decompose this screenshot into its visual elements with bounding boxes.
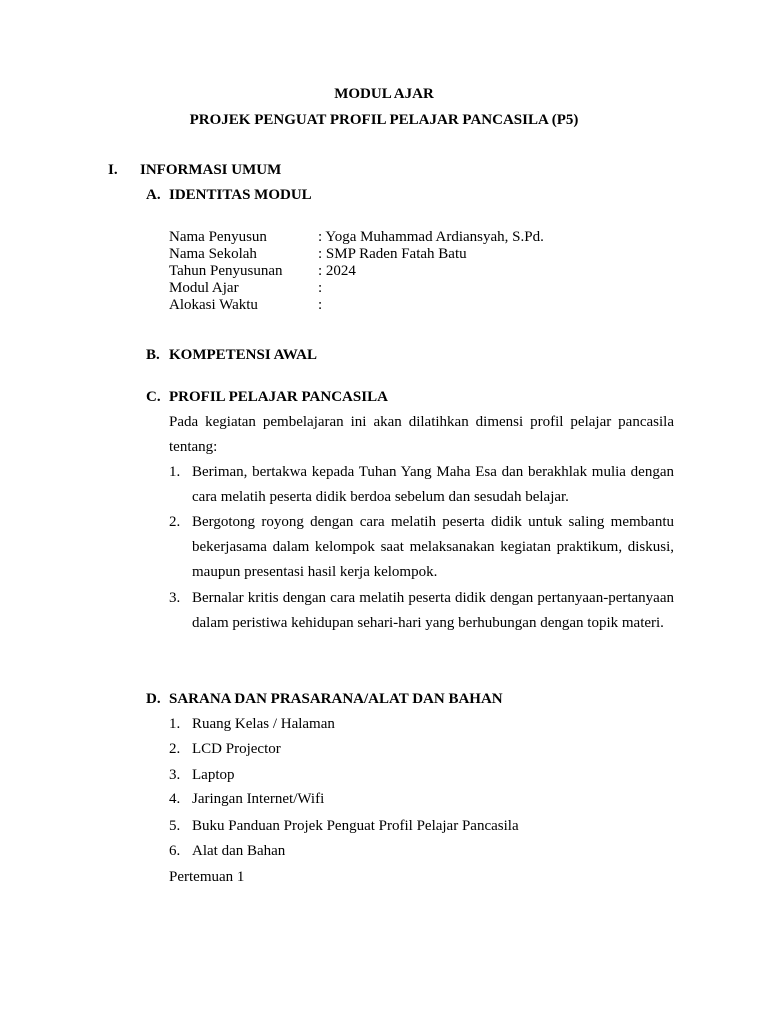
subsection-title-d: SARANA DAN PRASARANA/ALAT DAN BAHAN: [169, 691, 503, 707]
document-subtitle: PROJEK PENGUAT PROFIL PELAJAR PANCASILA (P5): [189, 112, 579, 128]
subsection-title-a: IDENTITAS MODUL: [169, 187, 312, 203]
profile-item: [169, 460, 674, 510]
list-text: Ruang Kelas / Halaman: [192, 716, 335, 732]
list-text: Buku Panduan Projek Penguat Profil Pelajar Pancasila: [192, 818, 519, 834]
list-number: 3.: [169, 767, 181, 783]
subsection-label-a: A.: [146, 187, 161, 203]
subsection-label-d: D.: [146, 691, 161, 707]
identity-key: Modul Ajar: [169, 280, 239, 296]
list-number: 5.: [169, 818, 181, 834]
subsection-title-b: KOMPETENSI AWAL: [169, 347, 317, 363]
profile-item: [169, 510, 674, 585]
list-text: Alat dan Bahan: [192, 843, 286, 859]
list-text: Bergotong royong dengan cara melatih peserta didik untuk saling membantu bekerjasama dalam kelompok saat melaksanakan kegiatan praktikum, diskusi, maupun presentasi hasil kerja kelompok.: [192, 514, 674, 580]
list-number: 1.: [169, 464, 181, 480]
identity-value: : Yoga Muhammad Ardiansyah, S.Pd.: [318, 229, 544, 245]
identity-key: Nama Sekolah: [169, 246, 257, 262]
list-number: 2.: [169, 741, 181, 757]
list-text: Beriman, bertakwa kepada Tuhan Yang Maha Esa dan berakhlak mulia dengan cara melatih peserta didik berdoa sebelum dan sesudah belajar.: [192, 464, 674, 505]
meeting-label: Pertemuan 1: [169, 869, 245, 885]
identity-key: Nama Penyusun: [169, 229, 267, 245]
list-number: 2.: [169, 514, 181, 530]
section-title: INFORMASI UMUM: [140, 162, 282, 178]
section-number: I.: [108, 162, 118, 178]
identity-value: : 2024: [318, 263, 356, 279]
list-text: LCD Projector: [192, 741, 281, 757]
profile-intro: Pada kegiatan pembelajaran ini akan dilatihkan dimensi profil pelajar pancasila tentang:: [169, 414, 674, 455]
list-number: 3.: [169, 590, 181, 606]
list-text: Laptop: [192, 767, 235, 783]
subsection-label-b: B.: [146, 347, 160, 363]
list-number: 1.: [169, 716, 181, 732]
identity-value: : SMP Raden Fatah Batu: [318, 246, 467, 262]
identity-value: :: [318, 280, 323, 296]
identity-key: Alokasi Waktu: [169, 297, 258, 313]
list-text: Bernalar kritis dengan cara melatih peserta didik dengan pertanyaan-pertanyaan dalam peristiwa kehidupan sehari-hari yang berhubungan dengan topik materi.: [192, 590, 674, 631]
profile-item: [169, 586, 674, 636]
document-title: MODUL AJAR: [334, 86, 434, 102]
list-number: 4.: [169, 791, 181, 807]
subsection-title-c: PROFIL PELAJAR PANCASILA: [169, 389, 388, 405]
list-text: Jaringan Internet/Wifi: [192, 791, 325, 807]
list-number: 6.: [169, 843, 181, 859]
subsection-label-c: C.: [146, 389, 161, 405]
identity-key: Tahun Penyusunan: [169, 263, 283, 279]
identity-value: :: [318, 297, 323, 313]
